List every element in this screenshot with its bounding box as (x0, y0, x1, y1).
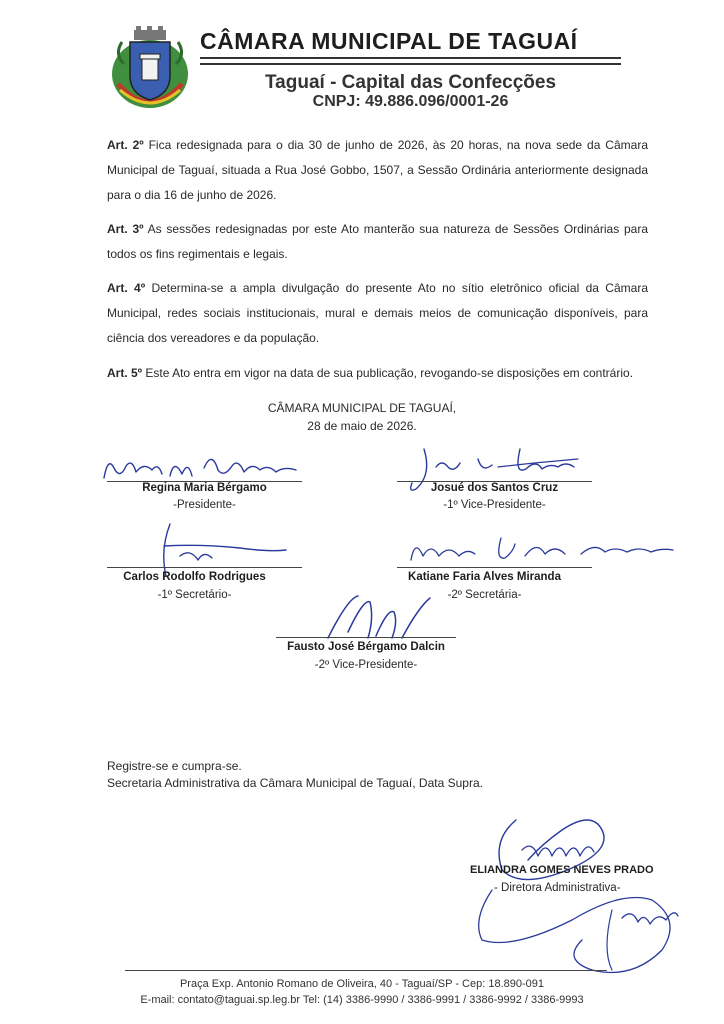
signature-line (107, 567, 302, 568)
article-2 (107, 133, 648, 208)
institution-title: CÂMARA MUNICIPAL DE TAGUAÍ (200, 28, 578, 54)
header-rule (200, 57, 621, 59)
signatory-role: -2º Secretária- (447, 589, 522, 601)
place-line: CÂMARA MUNICIPAL DE TAGUAÍ, (267, 401, 457, 415)
register-line: Registre-se e cumpra-se. (107, 759, 242, 773)
director-name: ELIANDRA GOMES NEVES PRADO (470, 864, 654, 876)
signature-katiane (405, 530, 680, 570)
date-line: 28 de maio de 2026. (307, 419, 417, 433)
cnpj-number: CNPJ: 49.886.096/0001-26 (312, 93, 509, 110)
article-4 (107, 276, 648, 351)
signatory-name: Carlos Rodolfo Rodrigues (123, 571, 266, 583)
institution-subtitle: Taguaí - Capital das Confecções (264, 72, 557, 93)
secretariat-line: Secretaria Administrativa da Câmara Municipal de Taguaí, Data Supra. (107, 776, 483, 790)
signatory-name: Josué dos Santos Cruz (430, 482, 559, 494)
footer-contact: E-mail: contato@taguai.sp.leg.br Tel: (14) 3386-9990 / 3386-9991 / 3386-9992 / 3386-9993 (140, 994, 584, 1006)
signatory-role: -1º Vice-Presidente- (443, 499, 546, 511)
article-5 (107, 361, 648, 386)
signatory-role: -2º Vice-Presidente- (314, 659, 418, 671)
signatory-name: Katiane Faria Alves Miranda (408, 571, 561, 583)
article-label: Art. 2º (107, 138, 144, 152)
header-rule (200, 63, 621, 65)
footer-rule (125, 970, 607, 971)
article-text: Determina-se a ampla divulgação do presente Ato no sítio eletrônico oficial da Câmara Municipal, redes sociais institucionais, mural e demais meios de comunicação disponíveis, para ciência dos vereadores e da população. (107, 281, 648, 345)
article-text: Fica redesignada para o dia 30 de junho de 2026, às 20 horas, na nova sede da Câmara Municipal de Taguaí, situada a Rua José Gobbo, 1507, a Sessão Ordinária anteriormente designada para o dia 16 de junho de 2026. (107, 138, 648, 202)
article-text: Este Ato entra em vigor na data de sua publicação, revogando-se disposições em contrário. (145, 366, 634, 380)
signature-line (397, 567, 592, 568)
article-label: Art. 4º (107, 281, 146, 295)
signatory-role: -1º Secretário- (157, 589, 232, 601)
municipal-crest-logo (104, 24, 196, 116)
article-text: As sessões redesignadas por este Ato manterão sua natureza de Sessões Ordinárias para todos os fins regimentais e legais. (107, 222, 648, 261)
director-role: - Diretora Administrativa- (494, 882, 621, 894)
article-3 (107, 217, 648, 267)
signatory-role: -Presidente- (173, 499, 236, 511)
article-label: Art. 3º (107, 222, 144, 236)
signature-line (276, 637, 456, 638)
article-label: Art. 5º (107, 366, 143, 380)
signatory-name: Fausto José Bérgamo Dalcin (287, 641, 445, 653)
signatory-name: Regina Maria Bérgamo (142, 482, 267, 494)
footer-address: Praça Exp. Antonio Romano de Oliveira, 40 - Taguaí/SP - Cep: 18.890-091 (179, 978, 545, 990)
